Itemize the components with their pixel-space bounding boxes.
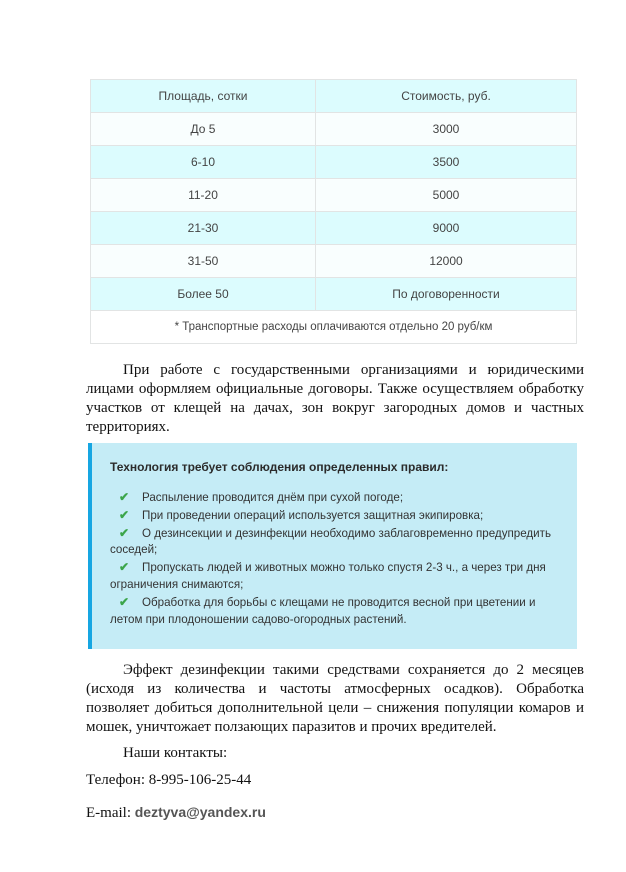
- list-item-text: При проведении операций используется защитная экипировка;: [142, 508, 484, 522]
- cell-area: 6-10: [91, 146, 316, 179]
- rules-callout: [88, 443, 577, 649]
- paragraph-effect: Эффект дезинфекции такими средствами сохраняется до 2 месяцев (исходя из количества и частоты атмосферных осадков). Обработка позволяет добиться дополнительной цели – снижения популяции комаров и мошек, уничтожает ползающих паразитов и прочих вредителей.: [86, 662, 584, 735]
- cell-price: По договоренности: [316, 278, 577, 311]
- list-item: [110, 594, 570, 629]
- phone-label: Телефон:: [86, 772, 149, 788]
- table-row: [91, 113, 577, 146]
- list-item: [110, 525, 570, 560]
- check-icon: ✔: [118, 560, 130, 575]
- list-item: [110, 559, 570, 594]
- table-row: [91, 245, 577, 278]
- table-row: [91, 146, 577, 179]
- list-item-text: Обработка для борьбы с клещами не проводится весной при цветении и летом при плодоношении садово-огородных растений.: [110, 595, 536, 626]
- email-line: [86, 804, 266, 822]
- paragraph-contracts: При работе с государственными организациями и юридическими лицами оформляем официальные договоры. Также осуществляем обработку участков от клещей на дачах, зон вокруг загородных домов и частных территориях.: [86, 362, 584, 435]
- cell-price: 9000: [316, 212, 577, 245]
- table-row: [91, 212, 577, 245]
- cell-price: 3500: [316, 146, 577, 179]
- cell-area: 11-20: [91, 179, 316, 212]
- table-row: [91, 179, 577, 212]
- price-table: [90, 79, 577, 344]
- cell-area: 31-50: [91, 245, 316, 278]
- list-item-text: О дезинсекции и дезинфекции необходимо заблаговременно предупредить соседей;: [110, 526, 551, 557]
- header-area: Площадь, сотки: [91, 80, 316, 113]
- list-item-text: Пропускать людей и животных можно только спустя 2-3 ч., а через три дня ограничения снимаются;: [110, 561, 546, 591]
- table-note-row: [91, 311, 577, 344]
- cell-price: 5000: [316, 179, 577, 212]
- cell-area: До 5: [91, 113, 316, 146]
- transport-note: * Транспортные расходы оплачиваются отдельно 20 руб/км: [91, 311, 577, 344]
- check-icon: ✔: [118, 525, 130, 540]
- check-icon: ✔: [118, 507, 130, 522]
- email-label: E-mail:: [86, 805, 135, 821]
- contacts-title: Наши контакты:: [123, 745, 228, 761]
- list-item: [110, 489, 570, 507]
- header-price: Стоимость, руб.: [316, 80, 577, 113]
- table-header-row: [91, 80, 577, 113]
- list-item: [110, 507, 570, 525]
- cell-area: Более 50: [91, 278, 316, 311]
- table-row: [91, 278, 577, 311]
- callout-title: Технология требует соблюдения определенных правил:: [110, 460, 449, 474]
- phone-number: 8-995-106-25-44: [148, 772, 252, 788]
- cell-price: 3000: [316, 113, 577, 146]
- rules-list: [110, 489, 570, 628]
- phone-line: [86, 772, 251, 789]
- check-icon: ✔: [118, 490, 130, 504]
- email-link[interactable]: deztyva@yandex.ru: [134, 804, 266, 820]
- cell-area: 21-30: [91, 212, 316, 245]
- cell-price: 12000: [316, 245, 577, 278]
- list-item-text: Распыление проводится днём при сухой погоде;: [142, 491, 404, 504]
- check-icon: ✔: [118, 594, 130, 609]
